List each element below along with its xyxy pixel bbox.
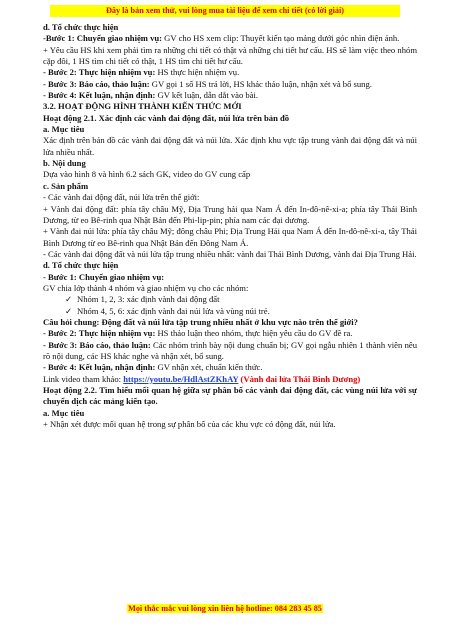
paragraph: Xác định trên bản đồ các vành đai động đất và núi lửa. Xác định khu vực tập trung vành đai động đất và núi lửa nhiều nhất. — [43, 135, 417, 157]
section-heading: d. Tổ chức thực hiện — [43, 260, 119, 271]
list-item — [43, 306, 417, 317]
step-text: HS thảo luận theo nhóm, thực hiện yêu cầu do GV đề ra. — [155, 328, 353, 339]
step-label: - Bước 2: Thực hiện nhiệm vụ: — [43, 67, 156, 78]
step-text: Các nhóm trình bày nội dung chuẩn bị; GV gọi ngẫu nhiên 1 thành viên nêu rõ nội dung, các HS khác nghe và nhận xét, bổ sung. — [43, 339, 417, 361]
step-text: HS thực hiện nhiệm vụ. — [155, 67, 240, 78]
paragraph: Dựa vào hình 8 và hình 6.2 sách GK, video do GV cung cấp — [43, 169, 251, 180]
subheading: a. Mục tiêu — [43, 407, 85, 418]
check-icon: ✓ — [65, 294, 73, 305]
step-label: - Bước 1: Chuyển giao nhiệm vụ: — [43, 271, 165, 282]
step-label: - Bước 4: Kết luận, nhận định: — [43, 362, 156, 373]
video-caption: (Vành đai lửa Thái Bình Dương) — [238, 373, 361, 384]
link-label: Link video tham khảo: — [43, 373, 124, 384]
video-link[interactable]: https://youtu.be/HdlAstZKhAY — [123, 373, 239, 384]
step-text: GV gọi 1 số HS trả lời, HS khác thảo luận, nhận xét và bổ sung. — [149, 78, 372, 89]
paragraph — [43, 67, 417, 78]
question: Câu hỏi chung: Động đất và núi lửa tập trung nhiều nhất ở khu vực nào trên thế giới? — [43, 316, 358, 327]
hotline-text: Mọi thắc mắc vui lòng xin liên hệ hotline: 084 283 45 85 — [128, 604, 322, 613]
section-heading: d. Tổ chức thực hiện — [43, 22, 119, 32]
paragraph: GV chia lớp thành 4 nhóm và giao nhiệm vụ cho các nhóm: — [43, 282, 249, 293]
paragraph: + Yêu cầu HS khi xem phải tìm ra những chi tiết có thật và những chi tiết hư cấu. HS sẽ làm việc theo nhóm cặp đôi, 1 HS tìm chi tiết có thật, 1 HS tìm chi tiết hư cấu. — [43, 44, 417, 67]
step-label: - Bước 3: Báo cáo, thảo luận: — [43, 339, 151, 350]
paragraph — [43, 340, 417, 363]
subheading: a. Mục tiêu — [43, 124, 85, 135]
list-item-text: Nhóm 4, 5, 6: xác định vành đai núi lửa và vùng núi trẻ. — [77, 305, 270, 316]
document-body — [43, 22, 417, 430]
paragraph — [43, 33, 417, 44]
paragraph — [43, 362, 417, 373]
paragraph: - Các vành đai động đất, núi lửa trên thế giới: — [43, 192, 200, 203]
list-item — [43, 294, 417, 305]
subheading: c. Sản phẩm — [43, 180, 89, 191]
paragraph — [43, 79, 417, 90]
step-label: - Bước 2: Thực hiện nhiệm vụ: — [43, 328, 156, 339]
list-item-text: Nhóm 1, 2, 3: xác định vành đai động đất — [77, 294, 220, 305]
footer — [0, 603, 450, 615]
preview-banner: Đây là bản xem thử, vui lòng mua tài liệu để xem chi tiết (có lời giải) — [50, 5, 400, 17]
paragraph — [43, 374, 417, 385]
activity-heading: Hoạt động 2.2. Tìm hiểu mối quan hệ giữa sự phân bố các vành đai động đất, các vùng núi lửa với sự chuyển dịch các mảng kiến tạo. — [43, 385, 417, 407]
paragraph: + Vành đai động đất: phía tây châu Mỹ, Địa Trung hải qua Nam Á đến In-đô-nê-xi-a; phía tây Thái Bình Dương, từ eo Bê-rinh qua Nhật Bản đến Phi-lip-pin; phía nam các đại dương. — [43, 203, 417, 225]
paragraph: + Vành đai núi lửa: phía tây châu Mỹ; đông châu Phi; Địa Trung Hải qua Nam Á đến In-đô-nê-xi-a, tây Thái Bình Dương từ eo Bê-rinh qua Nhật Bản đến Đông Nam Á. — [43, 226, 417, 248]
step-label: - Bước 4: Kết luận, nhận định: — [43, 90, 156, 101]
step-label: -Bước 1: Chuyển giao nhiệm vụ: — [43, 33, 163, 44]
paragraph: + Nhận xét được mối quan hệ trong sự phân bố của các khu vực có động đất, núi lửa. — [43, 419, 336, 430]
subheading: b. Nội dung — [43, 158, 86, 169]
section-heading: 3.2. HOẠT ĐỘNG HÌNH THÀNH KIẾN THỨC MỚI — [43, 101, 242, 112]
check-icon: ✓ — [65, 305, 73, 316]
paragraph — [43, 328, 417, 339]
step-text: GV cho HS xem clip: Thuyết kiến tạo mảng dưới góc nhìn điện ảnh. — [162, 33, 400, 44]
step-text: GV nhận xét, chuẩn kiến thức. — [155, 362, 263, 373]
step-text: GV kết luận, dẫn dắt vào bài. — [155, 90, 259, 101]
paragraph — [43, 90, 417, 101]
paragraph: - Các vành đai động đất và núi lửa tập trung nhiều nhất: vành đai Thái Bình Dương, vành đai Địa Trung Hải. — [43, 248, 417, 259]
activity-heading: Hoạt động 2.1. Xác định các vành đai động đất, núi lửa trên bản đồ — [43, 112, 290, 123]
step-label: - Bước 3: Báo cáo, thảo luận: — [43, 78, 150, 89]
